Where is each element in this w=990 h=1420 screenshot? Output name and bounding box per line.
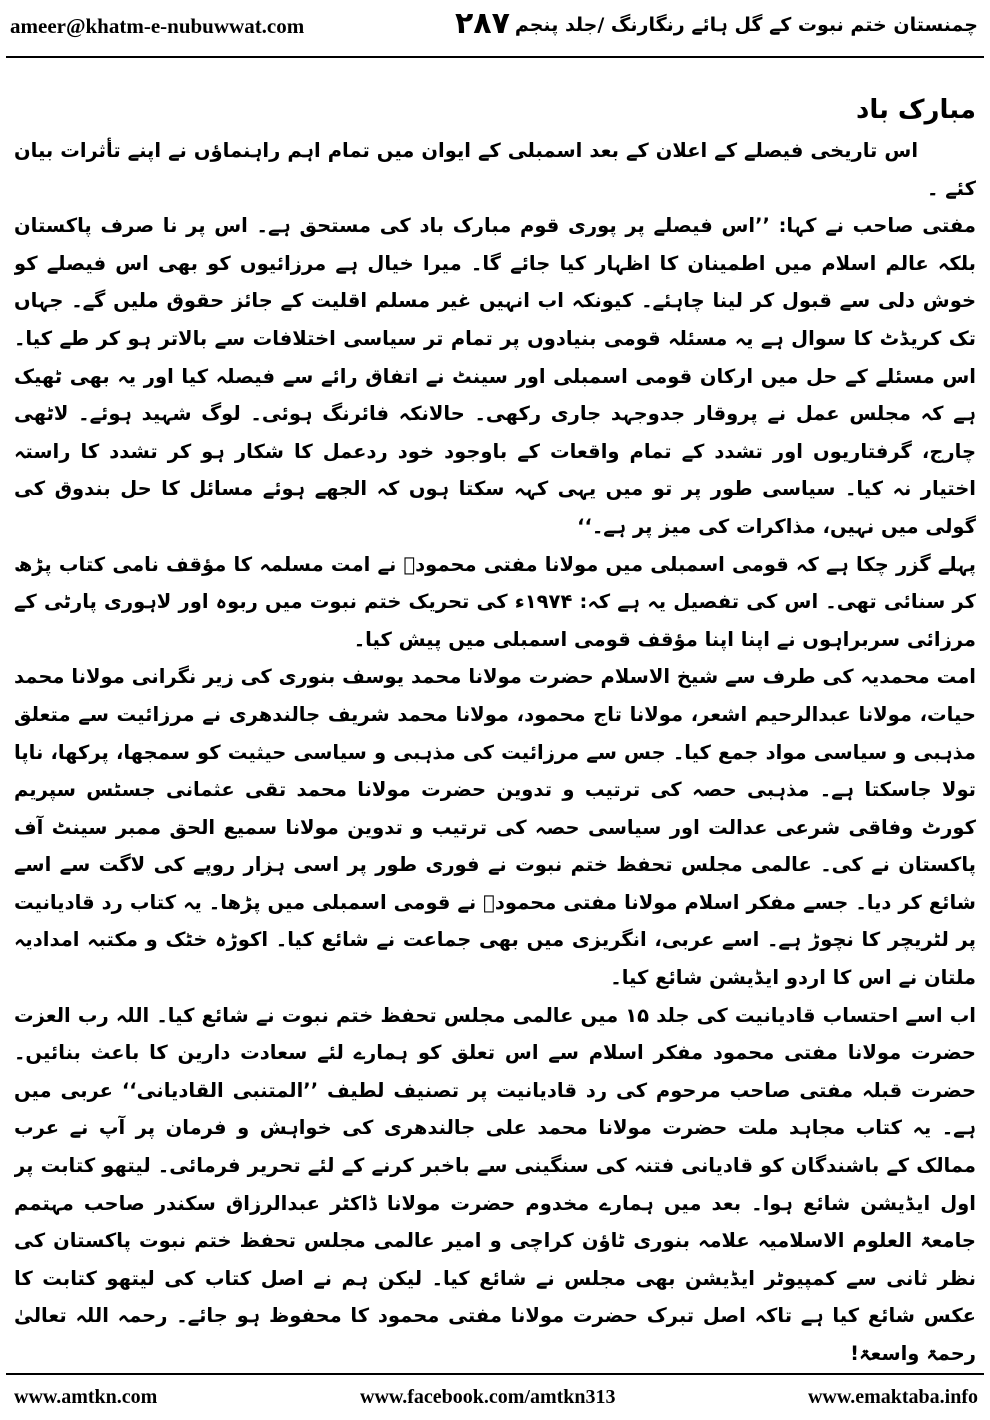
page-footer — [0, 1380, 990, 1416]
footer-divider — [6, 1373, 984, 1375]
footer-link-amtkn[interactable]: www.amtkn.com — [14, 1386, 158, 1408]
book-title: چمنستان ختم نبوت کے گل ہائے رنگارنگ /جلد پنجم — [514, 14, 978, 36]
page-number: ۲۸۷ — [455, 6, 510, 41]
page-content — [14, 88, 976, 1366]
paragraph-4: امت محمدیہ کی طرف سے شیخ الاسلام حضرت مولانا محمد یوسف بنوری کی زیر نگرانی مولانا محمد حیات، مولانا عبدالرحیم اشعر، مولانا تاج محمود، مولانا محمد شریف جالندھری نے مرزائیت سے متعلق مذہبی و سیاسی مواد جمع کیا۔ جس سے مرزائیت کی مذہبی و سیاسی حیثیت کو سمجھا، پرکھا، ناپا تولا جاسکتا ہے۔ مذہبی حصہ کی ترتیب و تدوین حضرت مولانا محمد تقی عثمانی جسٹس سپریم کورٹ وفاقی شرعی عدالت اور سیاسی حصہ کی ترتیب و تدوین مولانا سمیع الحق ممبر سینٹ آف پاکستان نے کی۔ عالمی مجلس تحفظ ختم نبوت نے فوری طور پر اسی ہزار روپے کی لاگت سے اسے شائع کر دیا۔ جسے مفکر اسلام مولانا مفتی محمودؒ نے قومی اسمبلی میں پڑھا۔ یہ کتاب رد قادیانیت پر لٹریچر کا نچوڑ ہے۔ اسے عربی، انگریزی میں بھی جماعت نے شائع کیا۔ اکوڑہ خٹک و مکتبہ امدادیہ ملتان نے اس کا اردو ایڈیشن شائع کیا۔ — [14, 665, 976, 990]
footer-link-emaktaba[interactable]: www.emaktaba.info — [807, 1386, 978, 1408]
section-heading: مبارک باد — [856, 95, 976, 125]
footer-link-facebook[interactable]: www.facebook.com/amtkn313 — [360, 1386, 616, 1408]
header-divider — [6, 56, 984, 58]
paragraph-5: اب اسے احتساب قادیانیت کی جلد ۱۵ میں عالمی مجلس تحفظ ختم نبوت نے شائع کیا۔ اللہ رب العزت حضرت مولانا مفتی محمود مفکر اسلام سے اس تعلق کو ہمارے لئے سعادت دارین کا باعث بنائیں۔ حضرت قبلہ مفتی صاحب مرحوم کی رد قادیانیت پر تصنیف لطیف ’’المتنبی القادیانی‘‘ عربی میں ہے۔ یہ کتاب مجاہد ملت حضرت مولانا محمد علی جالندھری کی خواہش و فرمان پر آپ نے عرب ممالک کے باشندگان کو قادیانی فتنہ کی سنگینی سے باخبر کرنے کے لئے تحریر فرمائی۔ لیتھو کتابت پر اول ایڈیشن شائع ہوا۔ بعد میں ہمارے مخدوم حضرت مولانا ڈاکٹر عبدالرزاق سکندر صاحب مہتمم جامعۃ العلوم الاسلامیہ علامہ بنوری ٹاؤن کراچی و امیر عالمی مجلس تحفظ ختم نبوت پاکستان کی نظر ثانی سے کمپیوٹر ایڈیشن بھی مجلس نے شائع کیا۔ لیکن ہم نے اصل کتاب کی لیتھو کتابت کا عکس شائع کیا ہے تاکہ اصل تبرک حضرت مولانا مفتی محمود کا محفوظ ہو جائے۔ رحمہ اللہ تعالیٰ رحمۃ واسعۃ! — [14, 1003, 976, 1365]
page-header — [0, 0, 990, 58]
paragraph-2: مفتی صاحب نے کہا: ’’اس فیصلے پر پوری قوم مبارک باد کی مستحق ہے۔ اس پر نا صرف پاکستان بلکہ عالم اسلام میں اطمینان کا اظہار کیا جائے گا۔ میرا خیال ہے مرزائیوں کو بھی اس فیصلے کو خوش دلی سے قبول کر لینا چاہئے۔ کیونکہ اب انہیں غیر مسلم اقلیت کے جائز حقوق ملیں گے۔ جہاں تک کریڈٹ کا سوال ہے یہ مسئلہ قومی بنیادوں پر تمام تر سیاسی اختلافات سے بالاتر ہو کر طے کیا۔ اس مسئلے کے حل میں ارکان قومی اسمبلی اور سینٹ نے اتفاق رائے سے فیصلہ کیا اور یہ بھی ٹھیک ہے کہ مجلس عمل نے پروقار جدوجہد جاری رکھی۔ حالانکہ فائرنگ ہوئی۔ لوگ شہید ہوئے۔ لاٹھی چارج، گرفتاریوں اور تشدد کے تمام واقعات کے باوجود خود ردعمل کا شکار ہو کر تشدد کا راستہ اختیار نہ کیا۔ سیاسی طور پر تو میں یہی کہہ سکتا ہوں کہ الجھے ہوئے مسائل کا حل بندوق کی گولی میں نہیں، مذاکرات کی میز پر ہے۔‘‘ — [14, 214, 976, 538]
header-email: ameer@khatm-e-nubuwwat.com — [10, 14, 305, 38]
paragraph-3: پہلے گزر چکا ہے کہ قومی اسمبلی میں مولانا مفتی محمودؒ نے امت مسلمہ کا مؤقف نامی کتاب پڑھ کر سنائی تھی۔ اس کی تفصیل یہ ہے کہ: ۱۹۷۴ء کی تحریک ختم نبوت میں ربوہ اور لاہوری پارٹی کے مرزائی سربراہوں نے اپنا اپنا مؤقف قومی اسمبلی میں پیش کیا۔ — [14, 552, 976, 651]
paragraph-1: اس تاریخی فیصلے کے اعلان کے بعد اسمبلی کے ایوان میں تمام اہم راہنماؤں نے اپنے تأثرات بیان کئے ۔ — [14, 139, 976, 200]
